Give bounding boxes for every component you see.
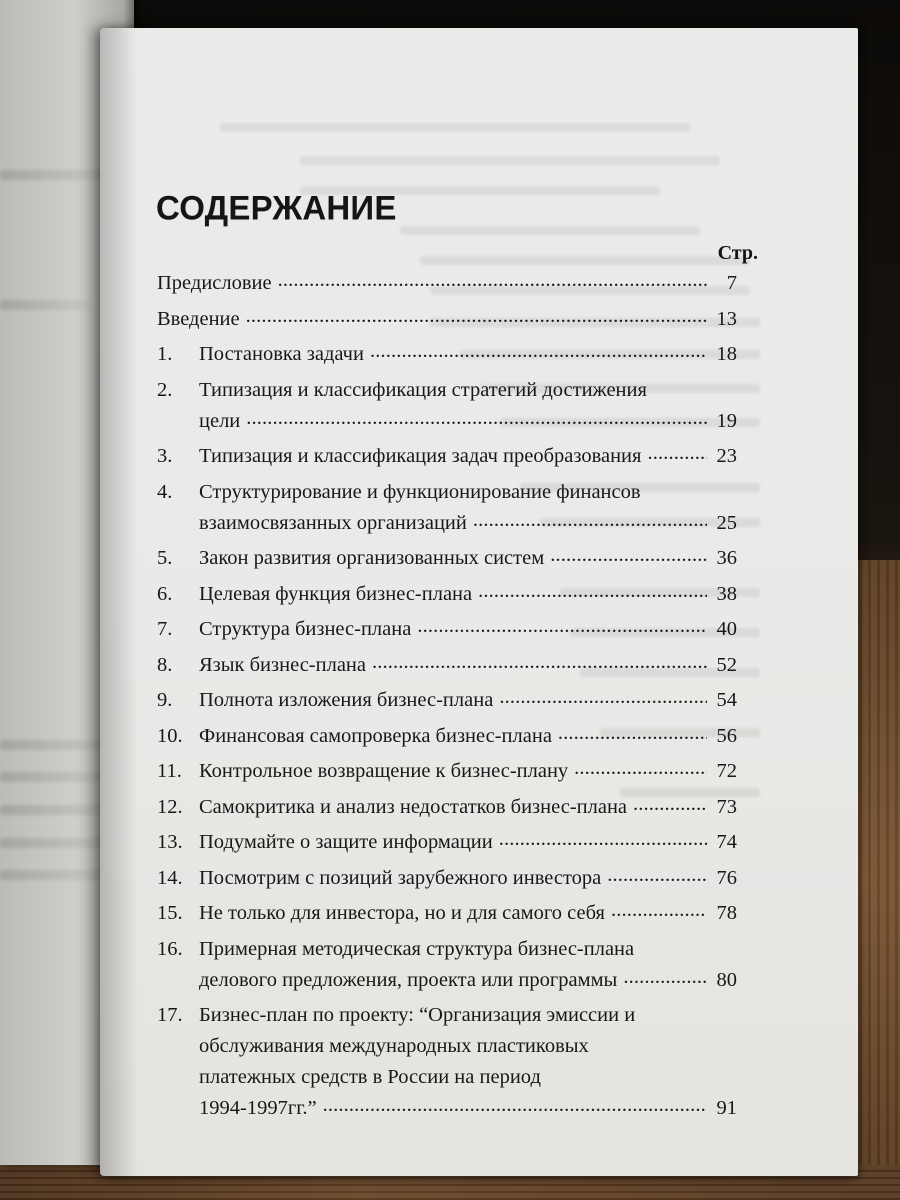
toc-entry-number: 5. [157,547,173,569]
toc-page-number: 18 [716,343,737,365]
dot-leader [246,407,707,427]
toc-page-number: 36 [716,547,737,569]
toc-entry [157,543,737,574]
toc-line [157,375,737,406]
page-column-label: Стр. [717,242,758,264]
toc-entry-number: 14. [157,866,183,889]
toc-page-number: 80 [716,968,737,991]
toc-line [157,441,737,472]
toc-page-number: 73 [716,795,737,818]
dot-leader [417,615,707,635]
toc-page-number: 74 [716,831,737,853]
dot-leader [278,269,707,289]
toc-entry [157,375,737,437]
toc-entry-number: 13. [157,831,183,853]
toc-line [157,650,737,681]
toc-line [157,965,737,996]
toc-line [157,339,737,370]
toc-line [157,406,737,437]
toc-entry [157,579,737,610]
toc-line [157,1031,737,1062]
toc-entry-title: Полнота изложения бизнес-плана [199,689,494,711]
toc-entry [157,685,737,716]
dot-leader [499,686,707,706]
toc-line [157,477,737,508]
toc-line [157,827,737,858]
toc-entry-title: Типизация и классификация задач преобразования [199,445,642,467]
page-title: СОДЕРЖАНИЕ [156,188,397,227]
toc-entry-title: делового предложения, проекта или программы [199,968,618,991]
dot-leader [623,966,707,986]
toc-entry-number: 4. [157,480,173,503]
toc-entry-title: Целевая функция бизнес-плана [199,582,473,605]
toc-line [157,268,737,299]
toc-entry-title: взаимосвязанных организаций [199,511,467,534]
toc-entry [157,934,737,996]
toc-entry [157,898,737,929]
toc-entry-title: Закон развития организованных систем [199,547,545,569]
toc-line [157,1000,737,1031]
toc-entry [157,827,737,858]
toc-page-number: 23 [716,445,737,467]
toc-entry-title: Предисловие [157,272,272,294]
toc-entry-title: Бизнес-план по проекту: “Организация эмиссии и [199,1004,636,1026]
toc-page-number: 56 [716,724,737,747]
toc-line [157,508,737,539]
toc-line [157,756,737,787]
toc-entry [157,650,737,681]
toc-page-number: 38 [716,582,737,605]
toc-entry [157,863,737,894]
dot-leader [647,442,707,462]
dot-leader [372,651,707,671]
toc-line [157,543,737,574]
toc-line [157,579,737,610]
toc-line [157,685,737,716]
contents-page [100,28,858,1176]
dot-leader [323,1094,707,1114]
toc-entry-title: Структура бизнес-плана [199,618,412,640]
toc-line [157,614,737,645]
toc-entry-number: 3. [157,445,173,467]
toc-page-number: 72 [716,760,737,782]
toc-entry [157,756,737,787]
toc-line [157,1062,737,1093]
dot-leader [633,793,707,813]
dot-leader [499,828,707,848]
toc-entry-number: 12. [157,795,183,818]
toc-line [157,721,737,752]
toc-page-number: 76 [716,866,737,889]
toc-line [157,792,737,823]
toc-line [157,1093,737,1124]
toc-entry-number: 8. [157,653,173,676]
toc-entry-title: Посмотрим с позиций зарубежного инвестора [199,866,602,889]
toc-entry-title: Язык бизнес-плана [199,653,367,676]
dot-leader [550,544,707,564]
toc-page-number: 19 [716,409,737,432]
toc-page-number: 7 [726,272,737,294]
dot-leader [246,305,707,325]
dot-leader [558,722,707,742]
toc-page-number: 40 [716,618,737,640]
table-of-contents [157,268,737,1129]
toc-page-number: 78 [716,902,737,924]
toc-entry [157,792,737,823]
dot-leader [370,340,707,360]
toc-entry-title: цели [199,409,241,432]
toc-entry-title: обслуживания международных пластиковых [199,1035,589,1057]
toc-entry [157,268,737,299]
dot-leader [478,580,707,600]
toc-entry-title: Структурирование и функционирование финансов [199,480,641,503]
toc-entry-title: Подумайте о защите информации [199,831,493,853]
toc-entry-number: 7. [157,618,173,640]
toc-line [157,898,737,929]
toc-entry-number: 6. [157,582,173,605]
toc-page-number: 25 [716,511,737,534]
toc-line [157,863,737,894]
toc-entry-number: 11. [157,760,182,782]
toc-entry-title: Не только для инвестора, но и для самого себя [199,902,605,924]
toc-entry-title: Контрольное возвращение к бизнес-плану [199,760,569,782]
toc-entry [157,1000,737,1124]
toc-entry-title: Постановка задачи [199,343,364,365]
toc-page-number: 13 [716,307,737,330]
toc-entry-number: 16. [157,937,183,960]
toc-entry-title: платежных средств в России на период [199,1066,541,1088]
toc-entry [157,477,737,539]
toc-entry [157,339,737,370]
dot-leader [607,864,707,884]
toc-entry-title: Самокритика и анализ недостатков бизнес-плана [199,795,628,818]
toc-entry [157,721,737,752]
toc-entry-number: 9. [157,689,173,711]
toc-entry [157,614,737,645]
toc-entry-title: Финансовая самопроверка бизнес-плана [199,724,552,747]
toc-entry-number: 15. [157,902,183,924]
toc-page-number: 54 [716,689,737,711]
dot-leader [473,509,707,529]
toc-line [157,304,737,335]
toc-entry-title: 1994-1997гг.” [199,1097,317,1119]
toc-entry [157,304,737,335]
toc-entry-title: Введение [157,307,240,330]
toc-entry-title: Примерная методическая структура бизнес-плана [199,937,635,960]
dot-leader [611,899,707,919]
toc-page-number: 52 [716,653,737,676]
toc-entry [157,441,737,472]
toc-entry-number: 2. [157,378,173,401]
toc-entry-number: 17. [157,1004,183,1026]
toc-line [157,934,737,965]
toc-entry-number: 10. [157,724,183,747]
toc-entry-number: 1. [157,343,173,365]
dot-leader [574,757,707,777]
toc-entry-title: Типизация и классификация стратегий достижения [199,378,647,401]
toc-page-number: 91 [716,1097,737,1119]
